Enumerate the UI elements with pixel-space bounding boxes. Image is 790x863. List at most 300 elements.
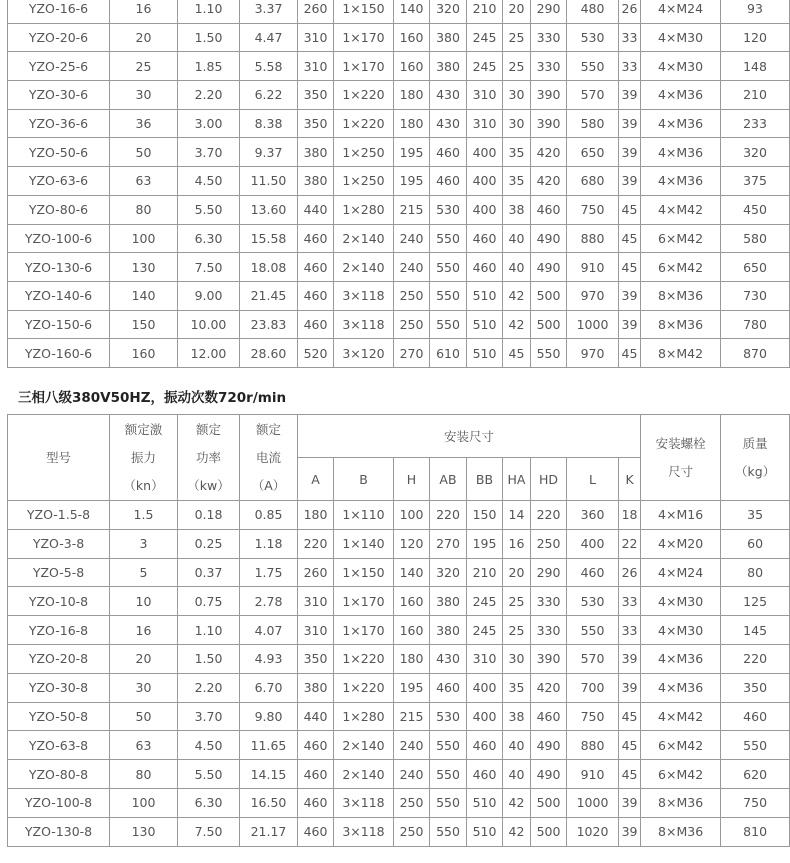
table-cell: 21.17 — [240, 817, 298, 846]
table-cell: 510 — [467, 339, 503, 368]
table-cell: 33 — [619, 23, 641, 52]
table-cell: 310 — [298, 587, 334, 616]
table-cell: 3.37 — [240, 0, 298, 23]
table-cell: 35 — [503, 167, 531, 196]
table-cell: 125 — [721, 587, 790, 616]
table-cell: YZO-5-8 — [8, 558, 110, 587]
table-cell: 220 — [531, 501, 567, 530]
table-cell: 460 — [430, 167, 467, 196]
table-cell: 180 — [394, 644, 430, 673]
table-row — [8, 224, 790, 253]
table-cell: 1.85 — [178, 52, 240, 81]
table-cell: 25 — [503, 23, 531, 52]
table-cell: 21.45 — [240, 281, 298, 310]
header-install-size: 安装尺寸 — [298, 415, 641, 458]
table-cell: YZO-36-6 — [8, 109, 110, 138]
table-cell: 80 — [110, 195, 178, 224]
table-cell: 0.75 — [178, 587, 240, 616]
table-cell: 250 — [394, 281, 430, 310]
table-cell: 460 — [467, 760, 503, 789]
table-cell: 39 — [619, 81, 641, 110]
table-cell: 45 — [619, 760, 641, 789]
table-cell: 1×250 — [334, 138, 394, 167]
table-cell: 550 — [430, 731, 467, 760]
table-cell: 1.18 — [240, 529, 298, 558]
table-cell: 420 — [531, 138, 567, 167]
eight-pole-spec-table — [7, 414, 790, 847]
table-row — [8, 339, 790, 368]
table-cell: 4×M36 — [641, 81, 721, 110]
table-cell: 460 — [567, 558, 619, 587]
table-cell: 6.30 — [178, 224, 240, 253]
table-cell: 880 — [567, 224, 619, 253]
table-cell: 240 — [394, 760, 430, 789]
table-cell: 580 — [721, 224, 790, 253]
table-cell: 400 — [467, 138, 503, 167]
table-cell: YZO-16-6 — [8, 0, 110, 23]
table-cell: 1×170 — [334, 616, 394, 645]
table-cell: 80 — [721, 558, 790, 587]
table-cell: 350 — [298, 109, 334, 138]
table-cell: 2×140 — [334, 224, 394, 253]
table-cell: 195 — [394, 167, 430, 196]
table-cell: 380 — [298, 167, 334, 196]
six-pole-spec-table — [7, 0, 790, 368]
table-cell: 440 — [298, 702, 334, 731]
table-cell: 120 — [721, 23, 790, 52]
table-cell: 39 — [619, 138, 641, 167]
table-cell: 210 — [467, 558, 503, 587]
table-cell: 460 — [298, 817, 334, 846]
table-cell: 100 — [110, 788, 178, 817]
table-cell: 160 — [394, 587, 430, 616]
table-cell: 310 — [298, 52, 334, 81]
table-cell: 380 — [430, 616, 467, 645]
table-cell: 1×150 — [334, 0, 394, 23]
table-cell: 93 — [721, 0, 790, 23]
table-cell: YZO-20-6 — [8, 23, 110, 52]
table-cell: 210 — [721, 81, 790, 110]
table-cell: 39 — [619, 673, 641, 702]
table-cell: YZO-130-8 — [8, 817, 110, 846]
table-cell: 16 — [110, 616, 178, 645]
table-cell: 680 — [567, 167, 619, 196]
table-cell: 750 — [567, 702, 619, 731]
table-cell: YZO-25-6 — [8, 52, 110, 81]
table-cell: 140 — [110, 281, 178, 310]
table-cell: 490 — [531, 760, 567, 789]
table-cell: 4×M30 — [641, 587, 721, 616]
header-model: 型号 — [8, 415, 110, 501]
table-cell: 450 — [721, 195, 790, 224]
table-cell: 245 — [467, 616, 503, 645]
table-cell: YZO-150-6 — [8, 310, 110, 339]
table-cell: 35 — [503, 673, 531, 702]
table-cell: 3×118 — [334, 788, 394, 817]
table-row — [8, 52, 790, 81]
table-cell: 500 — [531, 788, 567, 817]
eight-pole-table-body — [8, 501, 790, 847]
table-cell: 3×118 — [334, 281, 394, 310]
table-cell: 330 — [531, 23, 567, 52]
table-cell: 1×280 — [334, 195, 394, 224]
table-cell: 440 — [298, 195, 334, 224]
table-cell: 160 — [394, 616, 430, 645]
table-row — [8, 310, 790, 339]
table-cell: 750 — [721, 788, 790, 817]
table-cell: 550 — [430, 281, 467, 310]
table-cell: 500 — [531, 281, 567, 310]
table-cell: 1×220 — [334, 673, 394, 702]
table-row — [8, 253, 790, 282]
table-cell: 480 — [567, 0, 619, 23]
table-cell: 310 — [298, 23, 334, 52]
table-cell: 42 — [503, 281, 531, 310]
table-cell: 380 — [430, 587, 467, 616]
table-cell: 4×M36 — [641, 167, 721, 196]
table-cell: 42 — [503, 817, 531, 846]
table-cell: 210 — [467, 0, 503, 23]
table-cell: 2×140 — [334, 253, 394, 282]
table-cell: 250 — [394, 817, 430, 846]
table-cell: 250 — [394, 310, 430, 339]
table-cell: 2.20 — [178, 673, 240, 702]
table-cell: YZO-30-6 — [8, 81, 110, 110]
header-dim-ab: AB — [430, 458, 467, 501]
table-cell: 400 — [467, 702, 503, 731]
table-cell: 460 — [298, 281, 334, 310]
table-cell: 50 — [110, 138, 178, 167]
table-row — [8, 788, 790, 817]
table-cell: 6×M42 — [641, 760, 721, 789]
table-cell: 3 — [110, 529, 178, 558]
table-cell: YZO-30-8 — [8, 673, 110, 702]
table-cell: 460 — [531, 702, 567, 731]
table-cell: 380 — [430, 23, 467, 52]
table-cell: 1020 — [567, 817, 619, 846]
table-cell: 8×M36 — [641, 310, 721, 339]
table-cell: 520 — [298, 339, 334, 368]
table-cell: 1000 — [567, 310, 619, 339]
table-cell: 215 — [394, 195, 430, 224]
table-cell: 100 — [394, 501, 430, 530]
table-cell: 26 — [619, 0, 641, 23]
table-cell: 30 — [503, 644, 531, 673]
table-cell: 63 — [110, 167, 178, 196]
table-cell: 195 — [394, 138, 430, 167]
table-cell: 45 — [503, 339, 531, 368]
table-row — [8, 673, 790, 702]
header-dim-k: K — [619, 458, 641, 501]
table-cell: 810 — [721, 817, 790, 846]
table-row — [8, 81, 790, 110]
table-cell: 530 — [567, 23, 619, 52]
table-cell: 1×220 — [334, 109, 394, 138]
table-cell: 130 — [110, 253, 178, 282]
table-cell: 40 — [503, 760, 531, 789]
table-cell: 420 — [531, 673, 567, 702]
table-cell: 350 — [298, 644, 334, 673]
table-cell: 220 — [721, 644, 790, 673]
table-cell: 430 — [430, 644, 467, 673]
table-cell: 3.70 — [178, 138, 240, 167]
table-cell: YZO-50-8 — [8, 702, 110, 731]
table-cell: 1×280 — [334, 702, 394, 731]
table-cell: 42 — [503, 310, 531, 339]
table-cell: 22 — [619, 529, 641, 558]
table-cell: 245 — [467, 23, 503, 52]
table-cell: 460 — [298, 253, 334, 282]
table-cell: 39 — [619, 644, 641, 673]
table-cell: 20 — [503, 558, 531, 587]
header-mass: 质量 （kg） — [721, 415, 790, 501]
table-cell: 330 — [531, 616, 567, 645]
table-cell: 14.15 — [240, 760, 298, 789]
table-cell: 33 — [619, 616, 641, 645]
table-cell: 1.50 — [178, 23, 240, 52]
table-cell: 195 — [394, 673, 430, 702]
table-cell: 550 — [531, 339, 567, 368]
table-cell: 8×M36 — [641, 817, 721, 846]
table-cell: 510 — [467, 281, 503, 310]
table-row — [8, 558, 790, 587]
table-cell: 35 — [721, 501, 790, 530]
table-cell: 460 — [298, 760, 334, 789]
table-cell: 10 — [110, 587, 178, 616]
table-cell: 650 — [567, 138, 619, 167]
table-cell: 240 — [394, 224, 430, 253]
table-cell: 15.58 — [240, 224, 298, 253]
table-cell: 430 — [430, 81, 467, 110]
table-cell: 550 — [430, 760, 467, 789]
table-cell: 10.00 — [178, 310, 240, 339]
table-cell: 160 — [110, 339, 178, 368]
table-cell: 4.07 — [240, 616, 298, 645]
table-cell: 1000 — [567, 788, 619, 817]
table-cell: 390 — [531, 644, 567, 673]
header-dim-h: H — [394, 458, 430, 501]
table-cell: 25 — [503, 616, 531, 645]
table-cell: 310 — [298, 616, 334, 645]
table-cell: 40 — [503, 731, 531, 760]
table-cell: 233 — [721, 109, 790, 138]
table-cell: 8×M36 — [641, 788, 721, 817]
table-cell: YZO-20-8 — [8, 644, 110, 673]
table-cell: 11.65 — [240, 731, 298, 760]
table-cell: 330 — [531, 587, 567, 616]
table-cell: 1.50 — [178, 644, 240, 673]
table-cell: 4×M42 — [641, 702, 721, 731]
table-cell: 320 — [721, 138, 790, 167]
table-cell: 400 — [567, 529, 619, 558]
table-cell: 970 — [567, 281, 619, 310]
table-cell: 4.50 — [178, 167, 240, 196]
table-cell: 1×170 — [334, 23, 394, 52]
table-cell: 250 — [394, 788, 430, 817]
table-cell: 39 — [619, 281, 641, 310]
table-cell: 550 — [567, 616, 619, 645]
table-cell: 1×140 — [334, 529, 394, 558]
table-cell: 240 — [394, 253, 430, 282]
table-cell: 33 — [619, 52, 641, 81]
table-cell: 375 — [721, 167, 790, 196]
table-cell: 6×M42 — [641, 224, 721, 253]
table-row — [8, 616, 790, 645]
table-cell: 12.00 — [178, 339, 240, 368]
table-row — [8, 731, 790, 760]
table-cell: YZO-80-8 — [8, 760, 110, 789]
table-cell: 4×M30 — [641, 52, 721, 81]
table-cell: 63 — [110, 731, 178, 760]
table-row — [8, 529, 790, 558]
table-cell: 1.75 — [240, 558, 298, 587]
table-cell: 28.60 — [240, 339, 298, 368]
table-cell: 700 — [567, 673, 619, 702]
table-row — [8, 644, 790, 673]
table-cell: 130 — [110, 817, 178, 846]
table-cell: 1×110 — [334, 501, 394, 530]
table-cell: 16 — [503, 529, 531, 558]
table-cell: 80 — [110, 760, 178, 789]
table-cell: 6.30 — [178, 788, 240, 817]
table-cell: 510 — [467, 788, 503, 817]
table-cell: 30 — [110, 81, 178, 110]
table-cell: 9.80 — [240, 702, 298, 731]
table-cell: 160 — [394, 52, 430, 81]
table-cell: 650 — [721, 253, 790, 282]
table-cell: 4×M30 — [641, 23, 721, 52]
table-cell: 4×M36 — [641, 644, 721, 673]
table-cell: 7.50 — [178, 253, 240, 282]
table-cell: 750 — [567, 195, 619, 224]
table-cell: 260 — [298, 558, 334, 587]
table-cell: 148 — [721, 52, 790, 81]
table-cell: 880 — [567, 731, 619, 760]
table-cell: 4.47 — [240, 23, 298, 52]
table-cell: 460 — [430, 138, 467, 167]
table-cell: 26 — [619, 558, 641, 587]
table-cell: 4×M30 — [641, 616, 721, 645]
table-row — [8, 587, 790, 616]
table-cell: 220 — [430, 501, 467, 530]
table-cell: 1×250 — [334, 167, 394, 196]
table-cell: 180 — [394, 109, 430, 138]
table-cell: 460 — [467, 224, 503, 253]
table-cell: 20 — [110, 644, 178, 673]
table-cell: 620 — [721, 760, 790, 789]
table-cell: 550 — [567, 52, 619, 81]
table-cell: 2.78 — [240, 587, 298, 616]
table-cell: 20 — [110, 23, 178, 52]
table-cell: YZO-1.5-8 — [8, 501, 110, 530]
table-cell: 310 — [467, 644, 503, 673]
table-cell: 460 — [298, 788, 334, 817]
table-cell: 6×M42 — [641, 731, 721, 760]
table-cell: 5 — [110, 558, 178, 587]
table-cell: 460 — [430, 673, 467, 702]
table-cell: 33 — [619, 587, 641, 616]
table-cell: YZO-140-6 — [8, 281, 110, 310]
table-cell: 45 — [619, 339, 641, 368]
table-cell: 490 — [531, 731, 567, 760]
table-cell: 35 — [503, 138, 531, 167]
header-dim-hd: HD — [531, 458, 567, 501]
table-cell: 4×M16 — [641, 501, 721, 530]
table-cell: YZO-63-8 — [8, 731, 110, 760]
table-cell: 260 — [298, 0, 334, 23]
header-rated-power: 额定 功率 （kw） — [178, 415, 240, 501]
table-cell: 510 — [467, 817, 503, 846]
table-cell: 7.50 — [178, 817, 240, 846]
table-row — [8, 23, 790, 52]
header-rated-current: 额定 电流 （A） — [240, 415, 298, 501]
table-cell: 910 — [567, 253, 619, 282]
table-cell: 400 — [467, 673, 503, 702]
table-cell: 25 — [110, 52, 178, 81]
table-cell: 3×118 — [334, 310, 394, 339]
table-cell: 550 — [721, 731, 790, 760]
table-cell: 245 — [467, 587, 503, 616]
table-cell: 30 — [110, 673, 178, 702]
table-cell: 460 — [298, 310, 334, 339]
table-cell: 45 — [619, 731, 641, 760]
table-cell: YZO-63-6 — [8, 167, 110, 196]
table-cell: 550 — [430, 224, 467, 253]
table-cell: 270 — [430, 529, 467, 558]
table-cell: YZO-130-6 — [8, 253, 110, 282]
header-bolt-size: 安装螺栓 尺寸 — [641, 415, 721, 501]
table-cell: 460 — [467, 731, 503, 760]
table-row — [8, 702, 790, 731]
table-cell: 180 — [394, 81, 430, 110]
table-cell: 4×M36 — [641, 109, 721, 138]
table-cell: 310 — [467, 109, 503, 138]
table-cell: 460 — [298, 224, 334, 253]
table-cell: 38 — [503, 702, 531, 731]
table-cell: 530 — [430, 702, 467, 731]
table-row — [8, 195, 790, 224]
table-cell: 4.50 — [178, 731, 240, 760]
section-title: 三相八级380V50HZ，振动次数720r/min — [18, 390, 287, 406]
table-cell: 3.00 — [178, 109, 240, 138]
table-cell: 360 — [567, 501, 619, 530]
header-dim-ha: HA — [503, 458, 531, 501]
table-cell: 460 — [298, 731, 334, 760]
table-cell: 1×150 — [334, 558, 394, 587]
table-cell: 120 — [394, 529, 430, 558]
table-cell: YZO-16-8 — [8, 616, 110, 645]
table-cell: 400 — [467, 167, 503, 196]
table-cell: 4×M42 — [641, 195, 721, 224]
table-cell: 39 — [619, 167, 641, 196]
table-cell: 460 — [531, 195, 567, 224]
table-cell: 9.37 — [240, 138, 298, 167]
table-cell: 38 — [503, 195, 531, 224]
table-cell: 6.22 — [240, 81, 298, 110]
table-cell: 5.58 — [240, 52, 298, 81]
table-cell: 510 — [467, 310, 503, 339]
table-cell: 45 — [619, 224, 641, 253]
table-cell: 390 — [531, 109, 567, 138]
table-cell: 570 — [567, 81, 619, 110]
table-cell: 39 — [619, 788, 641, 817]
table-cell: 380 — [298, 138, 334, 167]
table-cell: 0.25 — [178, 529, 240, 558]
table-cell: 910 — [567, 760, 619, 789]
table-cell: 50 — [110, 702, 178, 731]
table-cell: 2×140 — [334, 731, 394, 760]
table-cell: 16 — [110, 0, 178, 23]
